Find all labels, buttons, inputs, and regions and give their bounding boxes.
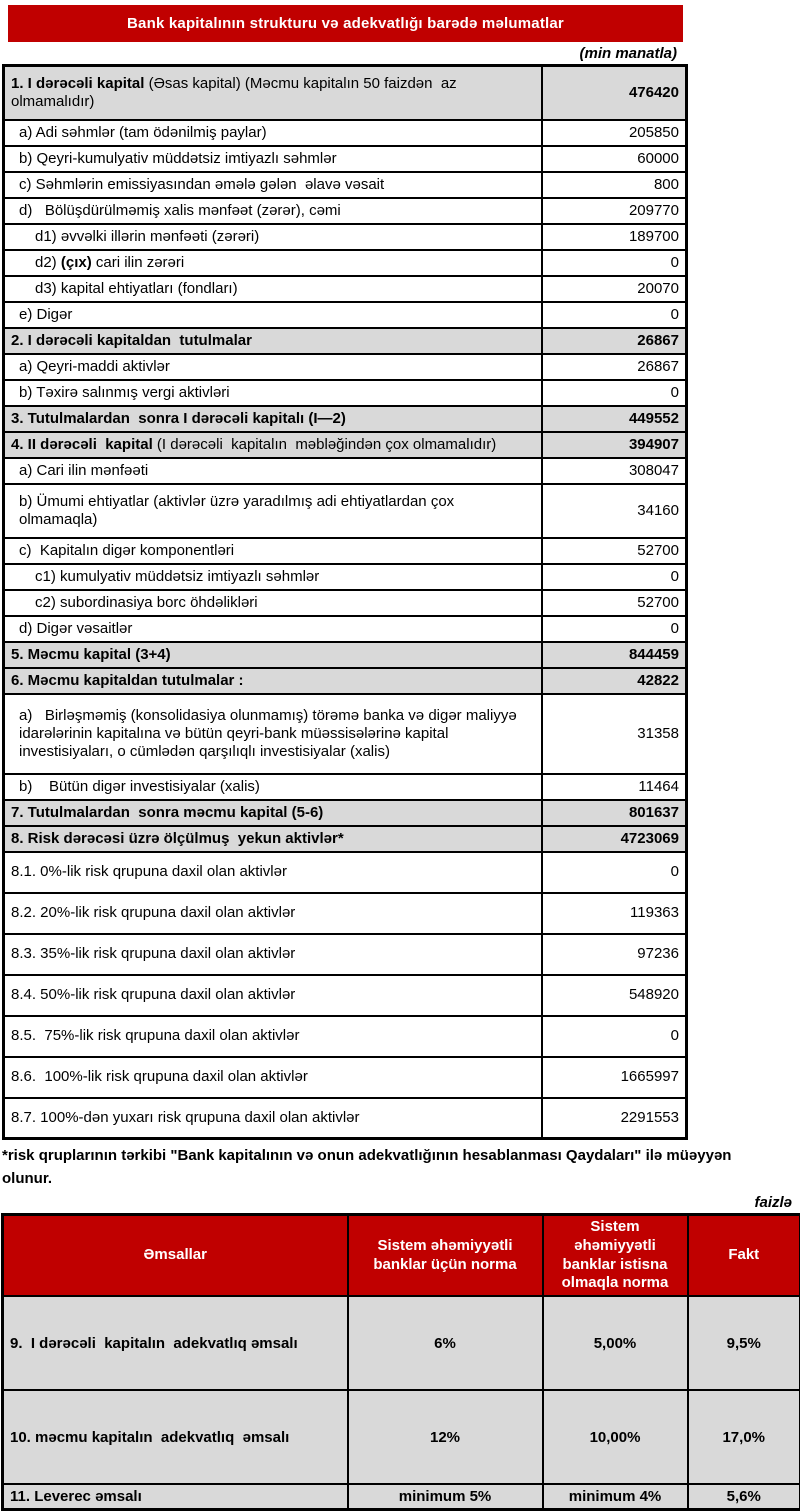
- capital-row-value: 52700: [542, 538, 687, 564]
- capital-row: [4, 852, 687, 893]
- capital-row: [4, 1016, 687, 1057]
- capital-row-label: [4, 250, 542, 276]
- capital-row-value: 189700: [542, 224, 687, 250]
- capital-row-label: [4, 146, 542, 172]
- capital-row-label: [4, 893, 542, 934]
- capital-row-label-text: 8.2. 20%-lik risk qrupuna daxil olan aktivlər: [11, 904, 295, 921]
- capital-row-label-text: a) Cari ilin mənfəəti: [19, 462, 148, 479]
- ratio-row: [3, 1296, 800, 1390]
- report-title: Bank kapitalının strukturu və adekvatlığı barədə məlumatlar: [127, 15, 564, 32]
- capital-row-label-text: 8.6. 100%-lik risk qrupuna daxil olan aktivlər: [11, 1068, 308, 1085]
- capital-row-label: [4, 380, 542, 406]
- capital-row-value: 0: [542, 1016, 687, 1057]
- ratio-row-label: 11. Leverec əmsalı: [3, 1484, 348, 1509]
- capital-row-label: [4, 774, 542, 800]
- capital-row: [4, 250, 687, 276]
- ratio-row-value: 9,5%: [688, 1296, 800, 1390]
- capital-row-label: [4, 668, 542, 694]
- capital-row-label-text: a) Qeyri-maddi aktivlər: [19, 358, 170, 375]
- capital-row-label-text: c1) kumulyativ müddətsiz imtiyazlı səhmlər: [35, 568, 319, 585]
- capital-row-label-text: d2): [35, 254, 61, 271]
- capital-row: [4, 1057, 687, 1098]
- capital-row-value: 31358: [542, 694, 687, 774]
- capital-row-value: 800: [542, 172, 687, 198]
- capital-row: [4, 66, 687, 120]
- capital-row-value: 0: [542, 852, 687, 893]
- capital-row-label: [4, 198, 542, 224]
- capital-row-label-text: 8.3. 35%-lik risk qrupuna daxil olan aktivlər: [11, 945, 295, 962]
- capital-row-value: 119363: [542, 893, 687, 934]
- capital-row: [4, 484, 687, 538]
- capital-row-label: [4, 66, 542, 120]
- capital-row: [4, 774, 687, 800]
- capital-row-label-text: (çıx): [61, 254, 92, 271]
- ratio-row-value: minimum 5%: [348, 1484, 543, 1509]
- ratio-row-value: minimum 4%: [543, 1484, 688, 1509]
- ratio-row-label: 9. I dərəcəli kapitalın adekvatlıq əmsalı: [3, 1296, 348, 1390]
- capital-row: [4, 406, 687, 432]
- capital-row-label-text: b) Təxirə salınmış vergi aktivləri: [19, 384, 230, 401]
- ratio-table: [1, 1213, 800, 1511]
- capital-row-value: 20070: [542, 276, 687, 302]
- capital-row-label-text: 5. Məcmu kapital (3+4): [11, 646, 171, 663]
- capital-row-value: 11464: [542, 774, 687, 800]
- capital-row-value: 97236: [542, 934, 687, 975]
- capital-row-value: 2291553: [542, 1098, 687, 1139]
- ratio-header-row: [3, 1215, 800, 1297]
- capital-row-label-text: 7. Tutulmalardan sonra məcmu kapital (5-6): [11, 804, 323, 821]
- capital-row: [4, 642, 687, 668]
- capital-row-value: 0: [542, 302, 687, 328]
- capital-table: [2, 64, 688, 1140]
- capital-row-label: [4, 120, 542, 146]
- ratio-header-cell: Fakt: [688, 1215, 800, 1297]
- capital-row-label-text: 8.1. 0%-lik risk qrupuna daxil olan aktivlər: [11, 863, 287, 880]
- capital-row-label: [4, 406, 542, 432]
- capital-row: [4, 590, 687, 616]
- capital-row-value: 476420: [542, 66, 687, 120]
- capital-row-label-text: d) Bölüşdürülməmiş xalis mənfəət (zərər), cəmi: [19, 202, 341, 219]
- capital-row: [4, 276, 687, 302]
- capital-row-value: 0: [542, 616, 687, 642]
- capital-row-label-text: 8. Risk dərəcəsi üzrə ölçülmuş yekun aktivlər*: [11, 830, 344, 847]
- capital-row-label-text: 6. Məcmu kapitaldan tutulmalar :: [11, 672, 244, 689]
- capital-row: [4, 380, 687, 406]
- capital-row-value: 449552: [542, 406, 687, 432]
- ratio-row-value: 6%: [348, 1296, 543, 1390]
- capital-row: [4, 432, 687, 458]
- ratio-row-label: 10. məcmu kapitalın adekvatlıq əmsalı: [3, 1390, 348, 1484]
- capital-row-label: [4, 432, 542, 458]
- ratio-row-value: 10,00%: [543, 1390, 688, 1484]
- capital-row: [4, 975, 687, 1016]
- capital-row-label-text: 1. I dərəcəli kapital: [11, 75, 144, 92]
- capital-row-label: [4, 1098, 542, 1139]
- capital-row: [4, 302, 687, 328]
- capital-row: [4, 120, 687, 146]
- capital-row: [4, 328, 687, 354]
- capital-row-label: [4, 800, 542, 826]
- capital-row-label-text: 4. II dərəcəli kapital: [11, 436, 153, 453]
- capital-row-value: 1665997: [542, 1057, 687, 1098]
- capital-row-label-text: cari ilin zərəri: [92, 254, 185, 271]
- capital-row-value: 0: [542, 250, 687, 276]
- capital-row-label: [4, 538, 542, 564]
- capital-row-label-text: c2) subordinasiya borc öhdəlikləri: [35, 594, 258, 611]
- capital-row: [4, 146, 687, 172]
- capital-row: [4, 1098, 687, 1139]
- footnote: *risk qruplarının tərkibi "Bank kapitalının və onun adekvatlığının hesablanması Qaydaları" ilə müəyyən olunur.: [2, 1145, 780, 1190]
- capital-row: [4, 198, 687, 224]
- capital-row-label: [4, 934, 542, 975]
- capital-row-label: [4, 354, 542, 380]
- capital-row-value: 205850: [542, 120, 687, 146]
- capital-row-label-text: b) Ümumi ehtiyatlar (aktivlər üzrə yaradılmış adi ehtiyatlardan çox olmamaqla): [19, 493, 458, 528]
- capital-row-label: [4, 224, 542, 250]
- capital-row: [4, 354, 687, 380]
- capital-row-label-text: d1) əvvəlki illərin mənfəəti (zərəri): [35, 228, 259, 245]
- capital-row-label: [4, 302, 542, 328]
- ratio-header-cell: Əmsallar: [3, 1215, 348, 1297]
- capital-row: [4, 893, 687, 934]
- capital-row-value: 42822: [542, 668, 687, 694]
- capital-row-label-text: 8.5. 75%-lik risk qrupuna daxil olan aktivlər: [11, 1027, 299, 1044]
- capital-row-label: [4, 616, 542, 642]
- capital-row: [4, 616, 687, 642]
- capital-row-label-text: b) Qeyri-kumulyativ müddətsiz imtiyazlı səhmlər: [19, 150, 337, 167]
- capital-row-value: 308047: [542, 458, 687, 484]
- capital-row-value: 0: [542, 380, 687, 406]
- capital-row-label-text: (Əsas kapital) (Məcmu kapitalın 50 faizdən az olmamalıdır): [11, 75, 461, 110]
- ratio-header-cell: Sistem əhəmiyyətli banklar istisna olmaqla norma: [543, 1215, 688, 1297]
- capital-row-value: 548920: [542, 975, 687, 1016]
- capital-row-label: [4, 458, 542, 484]
- report-title-bar: [8, 5, 683, 42]
- capital-row-value: 801637: [542, 800, 687, 826]
- ratio-row: [3, 1390, 800, 1484]
- capital-row-label-text: a) Birləşməmiş (konsolidasiya olunmamış) törəmə banka və digər maliyyə idarələrinin kapitalına və bütün qeyri-bank müəssisələrinə kapital investisiyaları, o cümlədən qarşılıqlı investisiyalar (xalis): [19, 707, 521, 760]
- capital-row: [4, 564, 687, 590]
- capital-row-label-text: b) Bütün digər investisiyalar (xalis): [19, 778, 260, 795]
- capital-row-value: 0: [542, 564, 687, 590]
- ratio-row: [3, 1484, 800, 1509]
- capital-row-label: [4, 484, 542, 538]
- ratio-header-cell: Sistem əhəmiyyətli banklar üçün norma: [348, 1215, 543, 1297]
- capital-row: [4, 800, 687, 826]
- capital-row-label: [4, 564, 542, 590]
- capital-row-value: 844459: [542, 642, 687, 668]
- capital-row-label: [4, 975, 542, 1016]
- capital-row-label-text: (I dərəcəli kapitalın məbləğindən çox olmamalıdır): [153, 436, 497, 453]
- capital-row-label-text: 2. I dərəcəli kapitaldan tutulmalar: [11, 332, 252, 349]
- capital-row-label: [4, 852, 542, 893]
- capital-row-label-text: a) Adi səhmlər (tam ödənilmiş paylar): [19, 124, 267, 141]
- unit-note-bottom: faizlə: [0, 1194, 792, 1211]
- ratio-row-value: 5,00%: [543, 1296, 688, 1390]
- capital-row-label: [4, 276, 542, 302]
- capital-row-label-text: e) Digər: [19, 306, 72, 323]
- capital-row: [4, 826, 687, 852]
- capital-row-value: 26867: [542, 354, 687, 380]
- capital-row-label: [4, 1016, 542, 1057]
- capital-row-value: 52700: [542, 590, 687, 616]
- capital-row: [4, 538, 687, 564]
- capital-row: [4, 224, 687, 250]
- capital-row-label-text: 8.4. 50%-lik risk qrupuna daxil olan aktivlər: [11, 986, 295, 1003]
- capital-row-label-text: c) Kapitalın digər komponentləri: [19, 542, 234, 559]
- capital-row-label: [4, 590, 542, 616]
- capital-row-value: 34160: [542, 484, 687, 538]
- capital-row: [4, 458, 687, 484]
- capital-row-label-text: d3) kapital ehtiyatları (fondları): [35, 280, 238, 297]
- capital-row-label: [4, 1057, 542, 1098]
- capital-row-label-text: 8.7. 100%-dən yuxarı risk qrupuna daxil olan aktivlər: [11, 1109, 360, 1126]
- capital-row-value: 60000: [542, 146, 687, 172]
- capital-row: [4, 172, 687, 198]
- ratio-row-value: 17,0%: [688, 1390, 800, 1484]
- capital-row-label: [4, 694, 542, 774]
- ratio-row-value: 5,6%: [688, 1484, 800, 1509]
- capital-row-value: 394907: [542, 432, 687, 458]
- capital-row-label: [4, 172, 542, 198]
- capital-row-label: [4, 642, 542, 668]
- unit-note-top: (min manatla): [0, 45, 677, 62]
- capital-row: [4, 934, 687, 975]
- capital-row-label-text: 3. Tutulmalardan sonra I dərəcəli kapitalı (I—2): [11, 410, 346, 427]
- capital-row: [4, 668, 687, 694]
- capital-row-label-text: c) Səhmlərin emissiyasından əmələ gələn əlavə vəsait: [19, 176, 384, 193]
- capital-row-label: [4, 826, 542, 852]
- capital-row-value: 209770: [542, 198, 687, 224]
- capital-row-label: [4, 328, 542, 354]
- capital-row: [4, 694, 687, 774]
- ratio-row-value: 12%: [348, 1390, 543, 1484]
- capital-row-label-text: d) Digər vəsaitlər: [19, 620, 132, 637]
- capital-row-value: 4723069: [542, 826, 687, 852]
- capital-row-value: 26867: [542, 328, 687, 354]
